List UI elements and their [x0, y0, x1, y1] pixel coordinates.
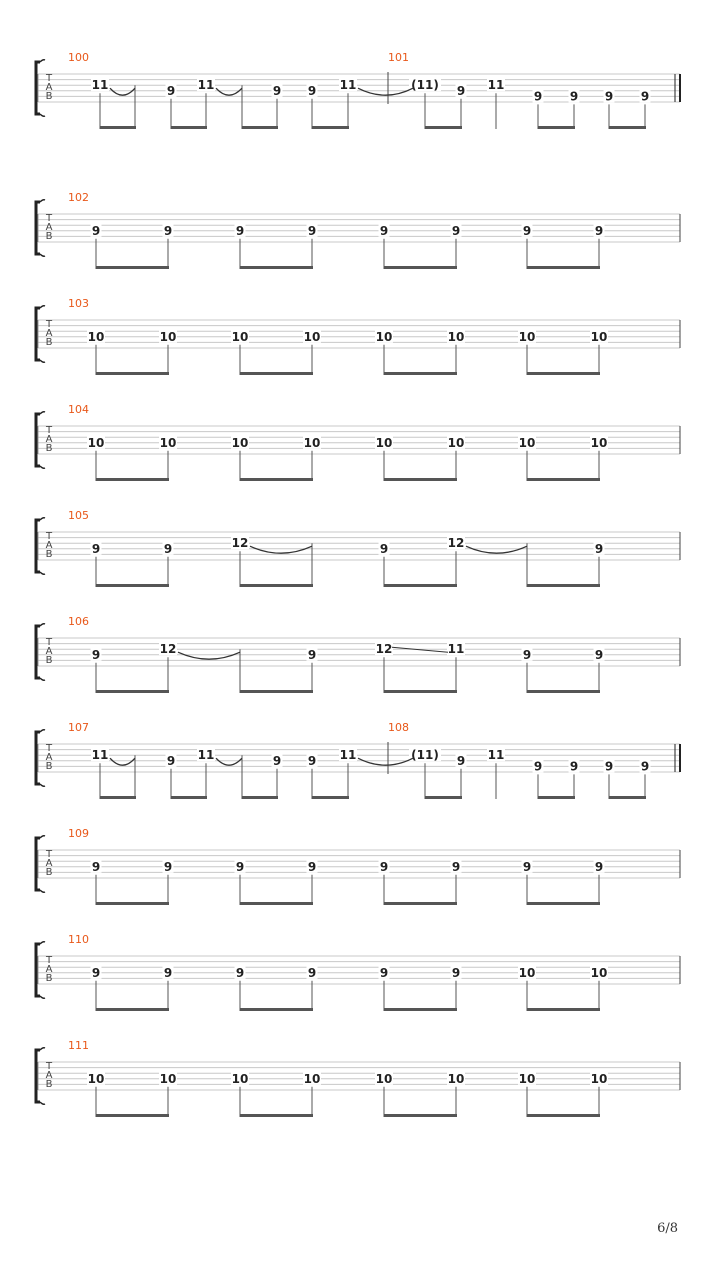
- beam: [96, 1008, 169, 1011]
- bar-number: 104: [68, 403, 89, 416]
- tab-system: [36, 297, 680, 375]
- bracket-hook: [40, 1048, 45, 1050]
- fret-number: 9: [307, 753, 317, 768]
- beam: [242, 126, 278, 129]
- beam: [240, 478, 313, 481]
- fret-number: 10: [159, 1071, 177, 1086]
- fret-number: 10: [159, 435, 177, 450]
- bar-number: 100: [68, 51, 89, 64]
- fret-number: 9: [163, 859, 173, 874]
- bar-number: 110: [68, 933, 89, 946]
- fret-number: 9: [522, 223, 532, 238]
- tab-clef-letter: B: [45, 443, 53, 454]
- fret-number: 10: [590, 1071, 608, 1086]
- tie-arc: [110, 88, 135, 95]
- fret-number: (11): [411, 748, 439, 763]
- bracket-hook: [40, 730, 45, 732]
- bar-number: 101: [388, 51, 409, 64]
- beam: [96, 1114, 169, 1117]
- fret-number: 9: [379, 965, 389, 980]
- tab-clef-letter: B: [45, 549, 53, 560]
- beam: [538, 126, 575, 129]
- fret-number: 9: [533, 89, 543, 104]
- fret-number: 9: [594, 859, 604, 874]
- fret-number: 9: [379, 223, 389, 238]
- bar-number: 105: [68, 509, 89, 522]
- tab-clef-letter: T: [45, 637, 53, 648]
- beam: [384, 266, 457, 269]
- beam: [384, 478, 457, 481]
- fret-number: 9: [163, 223, 173, 238]
- beam: [384, 1114, 457, 1117]
- bracket-hook: [40, 412, 45, 414]
- fret-number: 12: [447, 536, 465, 551]
- fret-number: 9: [272, 753, 282, 768]
- fret-number: 9: [91, 647, 101, 662]
- tab-clef-letter: A: [45, 82, 53, 93]
- fret-number: 9: [456, 83, 466, 98]
- tab-clef-letter: A: [45, 222, 53, 233]
- bar-number: 108: [388, 721, 409, 734]
- beam: [96, 372, 169, 375]
- tab-clef-letter: T: [45, 1061, 53, 1072]
- beam: [384, 584, 457, 587]
- bracket-hook: [40, 890, 45, 892]
- fret-number: 11: [339, 748, 357, 763]
- bracket-hook: [40, 200, 45, 202]
- beam: [527, 1008, 600, 1011]
- beam: [527, 902, 600, 905]
- beam: [312, 796, 349, 799]
- fret-number: 9: [163, 541, 173, 556]
- fret-number: 9: [307, 647, 317, 662]
- tab-clef-letter: A: [45, 434, 53, 445]
- beam: [96, 902, 169, 905]
- beam: [527, 1114, 600, 1117]
- tab-clef-letter: T: [45, 849, 53, 860]
- bar-number: 109: [68, 827, 89, 840]
- fret-number: 10: [518, 435, 536, 450]
- beam: [240, 372, 313, 375]
- fret-number: 10: [447, 329, 465, 344]
- bracket-hook: [40, 942, 45, 944]
- tab-system: [36, 403, 680, 481]
- fret-number: 10: [590, 329, 608, 344]
- tab-system: [36, 191, 680, 269]
- beam: [384, 372, 457, 375]
- fret-number: 9: [594, 647, 604, 662]
- page-number: 6/8: [657, 1221, 678, 1236]
- beam: [609, 126, 646, 129]
- fret-number: 10: [518, 965, 536, 980]
- fret-number: 9: [166, 83, 176, 98]
- tab-clef-letter: A: [45, 1070, 53, 1081]
- beam: [538, 796, 575, 799]
- tab-clef-letter: T: [45, 531, 53, 542]
- fret-number: 9: [235, 965, 245, 980]
- tie-arc: [216, 758, 242, 765]
- beam: [240, 690, 313, 693]
- fret-number: 11: [197, 748, 215, 763]
- fret-number: 9: [569, 89, 579, 104]
- fret-number: 12: [375, 642, 393, 657]
- tie-arc: [358, 758, 413, 765]
- fret-number: 10: [231, 329, 249, 344]
- fret-number: 10: [303, 1071, 321, 1086]
- fret-number: 10: [303, 435, 321, 450]
- beam: [96, 584, 169, 587]
- beam: [527, 372, 600, 375]
- beam: [384, 1008, 457, 1011]
- bracket-hook: [40, 996, 45, 998]
- fret-number: 9: [91, 223, 101, 238]
- bracket-hook: [40, 360, 45, 362]
- fret-number: 9: [604, 89, 614, 104]
- beam: [96, 266, 169, 269]
- fret-number: 9: [379, 859, 389, 874]
- fret-number: 9: [522, 647, 532, 662]
- fret-number: 9: [640, 89, 650, 104]
- beam: [100, 126, 136, 129]
- fret-number: 10: [303, 329, 321, 344]
- fret-number: 9: [166, 753, 176, 768]
- fret-number: 9: [379, 541, 389, 556]
- beam: [171, 796, 207, 799]
- tab-system: [36, 615, 680, 693]
- fret-number: 9: [522, 859, 532, 874]
- beam: [425, 796, 462, 799]
- fret-number: 10: [518, 1071, 536, 1086]
- bar-number: 103: [68, 297, 89, 310]
- beam: [527, 266, 600, 269]
- tab-clef-letter: B: [45, 1079, 53, 1090]
- bracket-hook: [40, 624, 45, 626]
- fret-number: 10: [375, 329, 393, 344]
- tie-arc: [110, 758, 135, 765]
- fret-number: 9: [456, 753, 466, 768]
- tie-arc: [466, 546, 527, 553]
- tie-arc: [250, 546, 312, 553]
- beam: [242, 796, 278, 799]
- fret-number: 9: [163, 965, 173, 980]
- tab-system: [36, 509, 680, 587]
- tab-clef-letter: T: [45, 955, 53, 966]
- beam: [171, 126, 207, 129]
- fret-number: 9: [451, 223, 461, 238]
- beam: [312, 126, 349, 129]
- fret-number: 9: [451, 859, 461, 874]
- fret-number: 9: [533, 759, 543, 774]
- bracket-hook: [40, 254, 45, 256]
- beam: [100, 796, 136, 799]
- tab-clef-letter: T: [45, 73, 53, 84]
- bar-number: 107: [68, 721, 89, 734]
- fret-number: 11: [487, 78, 505, 93]
- bracket-hook: [40, 466, 45, 468]
- beam: [609, 796, 646, 799]
- bracket-hook: [40, 572, 45, 574]
- tab-clef-letter: B: [45, 337, 53, 348]
- fret-number: 9: [91, 965, 101, 980]
- fret-number: 11: [197, 78, 215, 93]
- tab-clef-letter: T: [45, 213, 53, 224]
- fret-number: 9: [451, 965, 461, 980]
- fret-number: 10: [87, 435, 105, 450]
- fret-number: 9: [307, 223, 317, 238]
- fret-number: 9: [235, 223, 245, 238]
- fret-number: 9: [569, 759, 579, 774]
- fret-number: 10: [159, 329, 177, 344]
- fret-number: 12: [159, 642, 177, 657]
- bracket-hook: [40, 836, 45, 838]
- beam: [425, 126, 462, 129]
- fret-number: 10: [518, 329, 536, 344]
- tab-clef-letter: A: [45, 964, 53, 975]
- fret-number: 9: [91, 541, 101, 556]
- bracket-hook: [40, 518, 45, 520]
- bracket-hook: [40, 678, 45, 680]
- fret-number: 11: [447, 642, 465, 657]
- bracket-hook: [40, 60, 45, 62]
- beam: [240, 1008, 313, 1011]
- tie-arc: [216, 88, 242, 95]
- bracket-hook: [40, 114, 45, 116]
- fret-number: 11: [487, 748, 505, 763]
- fret-number: 9: [594, 223, 604, 238]
- tab-clef-letter: B: [45, 867, 53, 878]
- tab-system: [36, 933, 680, 1011]
- tab-clef-letter: B: [45, 91, 53, 102]
- fret-number: 9: [91, 859, 101, 874]
- fret-number: 10: [87, 329, 105, 344]
- beam: [240, 584, 313, 587]
- fret-number: 9: [235, 859, 245, 874]
- fret-number: 9: [640, 759, 650, 774]
- beam: [527, 478, 600, 481]
- beam: [240, 902, 313, 905]
- bracket-hook: [40, 306, 45, 308]
- tab-system: [36, 827, 680, 905]
- tab-system: [36, 1039, 680, 1117]
- beam: [240, 1114, 313, 1117]
- tab-system: [36, 51, 680, 129]
- fret-number: 11: [339, 78, 357, 93]
- beam: [96, 690, 169, 693]
- tie-arc: [178, 652, 240, 659]
- fret-number: 10: [231, 1071, 249, 1086]
- tab-clef-letter: B: [45, 655, 53, 666]
- fret-number: 10: [87, 1071, 105, 1086]
- fret-number: 9: [604, 759, 614, 774]
- bar-number: 111: [68, 1039, 89, 1052]
- fret-number: 9: [307, 859, 317, 874]
- beam: [384, 902, 457, 905]
- fret-number: 10: [375, 1071, 393, 1086]
- beam: [240, 266, 313, 269]
- tab-clef-letter: A: [45, 328, 53, 339]
- tie-arc: [358, 88, 413, 95]
- tab-system: [36, 721, 680, 799]
- fret-number: 10: [447, 435, 465, 450]
- fret-number: 10: [447, 1071, 465, 1086]
- bar-number: 106: [68, 615, 89, 628]
- tab-clef-letter: B: [45, 761, 53, 772]
- beam: [527, 690, 600, 693]
- tab-clef-letter: A: [45, 752, 53, 763]
- fret-number: 11: [91, 748, 109, 763]
- bar-number: 102: [68, 191, 89, 204]
- fret-number: 9: [307, 83, 317, 98]
- tab-clef-letter: A: [45, 540, 53, 551]
- fret-number: 9: [594, 541, 604, 556]
- fret-number: 10: [231, 435, 249, 450]
- tab-clef-letter: B: [45, 973, 53, 984]
- fret-number: 9: [272, 83, 282, 98]
- tab-clef-letter: A: [45, 646, 53, 657]
- tab-clef-letter: T: [45, 425, 53, 436]
- tab-clef-letter: T: [45, 743, 53, 754]
- fret-number: (11): [411, 78, 439, 93]
- fret-number: 10: [590, 965, 608, 980]
- tab-clef-letter: B: [45, 231, 53, 242]
- tab-clef-letter: T: [45, 319, 53, 330]
- fret-number: 10: [590, 435, 608, 450]
- fret-number: 9: [307, 965, 317, 980]
- fret-number: 12: [231, 536, 249, 551]
- beam: [527, 584, 600, 587]
- fret-number: 11: [91, 78, 109, 93]
- beam: [384, 690, 457, 693]
- tab-clef-letter: A: [45, 858, 53, 869]
- beam: [96, 478, 169, 481]
- bracket-hook: [40, 1102, 45, 1104]
- bracket-hook: [40, 784, 45, 786]
- fret-number: 10: [375, 435, 393, 450]
